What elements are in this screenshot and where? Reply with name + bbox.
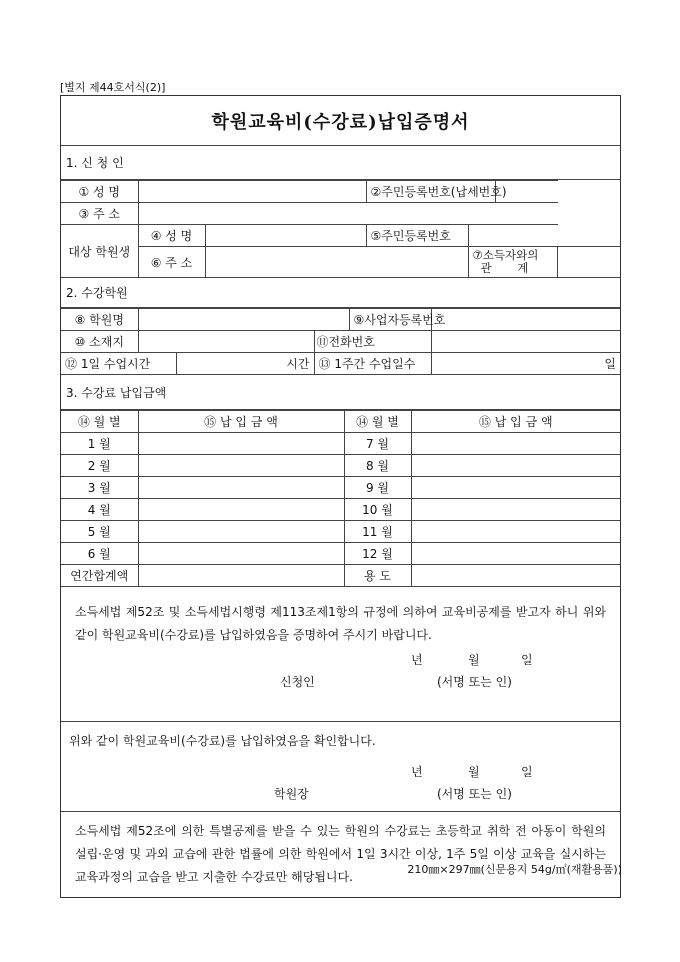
amount-field[interactable]	[411, 521, 620, 543]
year-label: 년	[411, 653, 423, 667]
applicant-label: 신청인	[280, 675, 315, 689]
academy-table	[61, 308, 620, 375]
payment-table	[61, 410, 620, 587]
section-applicant-header: 1. 신 청 인	[61, 146, 620, 180]
confirm-text: 위와 같이 학원교육비(수강료)를 납입하였음을 확인합니다.	[69, 734, 376, 748]
amount-field[interactable]	[411, 543, 620, 565]
amount-field[interactable]	[138, 455, 344, 477]
table-row	[61, 433, 620, 455]
request-section	[61, 587, 620, 722]
request-text: 소득세법 제52조 및 소득세법시행령 제113조제1항의 규정에 의하여 교육비공제를 받고자 하니 위와 같이 학원교육비(수강료)를 납입하였음을 증명하여 주시기 바랍니다.	[75, 605, 606, 642]
month-label: 6 월	[61, 543, 138, 565]
amount-field[interactable]	[138, 499, 344, 521]
student-name-field[interactable]	[205, 225, 366, 247]
month-label: 10 월	[344, 499, 411, 521]
name-label: ① 성 명	[61, 181, 138, 203]
month-label: 용 도	[344, 565, 411, 587]
daily-hours-field[interactable]	[176, 353, 314, 375]
table-row	[61, 543, 620, 565]
month-label: 4 월	[61, 499, 138, 521]
day-label: 일	[521, 653, 533, 667]
student-address-label: ⑥ 주 소	[138, 247, 205, 278]
address-field[interactable]	[138, 203, 558, 225]
month-label: 월	[468, 653, 480, 667]
days-unit: 일	[604, 357, 616, 371]
director-signature[interactable]: (서명 또는 인)	[437, 787, 512, 801]
amount-field[interactable]	[411, 433, 620, 455]
month-header: ⑭ 월 별	[61, 411, 138, 433]
table-row	[61, 455, 620, 477]
amount-field[interactable]	[138, 565, 344, 587]
amount-field[interactable]	[138, 477, 344, 499]
month-label: 9 월	[344, 477, 411, 499]
amount-field[interactable]	[411, 455, 620, 477]
amount-header: ⑮ 납 입 금 액	[411, 411, 620, 433]
student-label: 대상 학원생	[61, 225, 138, 278]
relation-label-2: 관 계	[480, 261, 529, 275]
year-label: 년	[411, 765, 423, 779]
confirm-section	[61, 722, 620, 812]
amount-field[interactable]	[411, 477, 620, 499]
phone-label-text: ⑪전화번호	[316, 335, 375, 349]
location-label: ⑩ 소재지	[61, 331, 138, 353]
relation-label	[468, 247, 558, 278]
month-label: 8 월	[344, 455, 411, 477]
month-label: 5 월	[61, 521, 138, 543]
daily-hours-label: ⑫ 1일 수업시간	[61, 353, 176, 375]
relation-field[interactable]	[558, 247, 621, 278]
address-label: ③ 주 소	[61, 203, 138, 225]
month-label: 연간합계액	[61, 565, 138, 587]
location-field[interactable]	[138, 331, 314, 353]
month-label: 7 월	[344, 433, 411, 455]
amount-field[interactable]	[138, 521, 344, 543]
month-label: 11 월	[344, 521, 411, 543]
amount-field[interactable]	[411, 499, 620, 521]
month-label: 12 월	[344, 543, 411, 565]
director-label: 학원장	[274, 787, 309, 801]
student-name-label: ④ 성 명	[138, 225, 205, 247]
amount-field[interactable]	[138, 543, 344, 565]
phone-label	[314, 331, 431, 353]
paper-spec: 210㎜×297㎜(신문용지 54g/㎡(재활용품))	[407, 863, 622, 876]
student-rrn-label: ⑤주민등록번호	[366, 225, 468, 247]
certificate-form	[60, 95, 621, 898]
table-row	[61, 521, 620, 543]
student-rrn-field[interactable]	[468, 225, 558, 247]
month-label: 1 월	[61, 433, 138, 455]
bizno-field[interactable]	[431, 309, 620, 331]
rrn-label: ②주민등록번호(납세번호)	[366, 181, 495, 203]
hours-unit: 시간	[286, 357, 310, 371]
weekly-days-field[interactable]	[431, 353, 620, 375]
amount-header: ⑮ 납 입 금 액	[138, 411, 344, 433]
amount-field[interactable]	[411, 565, 620, 587]
table-row	[61, 565, 620, 587]
section-payment-header: 3. 수강료 납입금액	[61, 375, 620, 410]
section-academy-header: 2. 수강학원	[61, 278, 620, 308]
table-row	[61, 477, 620, 499]
phone-field[interactable]	[431, 331, 620, 353]
student-address-field[interactable]	[205, 247, 468, 278]
academy-name-label: ⑧ 학원명	[61, 309, 138, 331]
month-header: ⑭ 월 별	[344, 411, 411, 433]
bizno-label: ⑨사업자등록번호	[349, 309, 431, 331]
page-title: 학원교육비(수강료)납입증명서	[61, 96, 620, 146]
eligibility-note: 소득세법 제52조에 의한 특별공제를 받을 수 있는 학원의 수강료는 초등학교 취학 전 아동이 학원의 설립·운영 및 과외 교습에 관한 법률에 의한 학원에서 1일 3시간 이상, 1주 5일 이상 교육을 실시하는 교육과정의 교습을 받고 지출한 수강료만 해당됩니다.	[75, 824, 606, 884]
month-label: 3 월	[61, 477, 138, 499]
month-label: 월	[468, 765, 480, 779]
applicant-table	[61, 180, 620, 278]
name-field[interactable]	[138, 181, 366, 203]
applicant-signature[interactable]: (서명 또는 인)	[437, 675, 512, 689]
relation-label-1: ⑦소득자와의	[472, 248, 539, 262]
month-label: 2 월	[61, 455, 138, 477]
day-label: 일	[521, 765, 533, 779]
amount-field[interactable]	[138, 433, 344, 455]
weekly-days-label: ⑬ 1주간 수업일수	[314, 353, 431, 375]
table-row	[61, 499, 620, 521]
form-number: [별지 제44호서식(2)]	[60, 81, 166, 94]
academy-name-field[interactable]	[138, 309, 349, 331]
